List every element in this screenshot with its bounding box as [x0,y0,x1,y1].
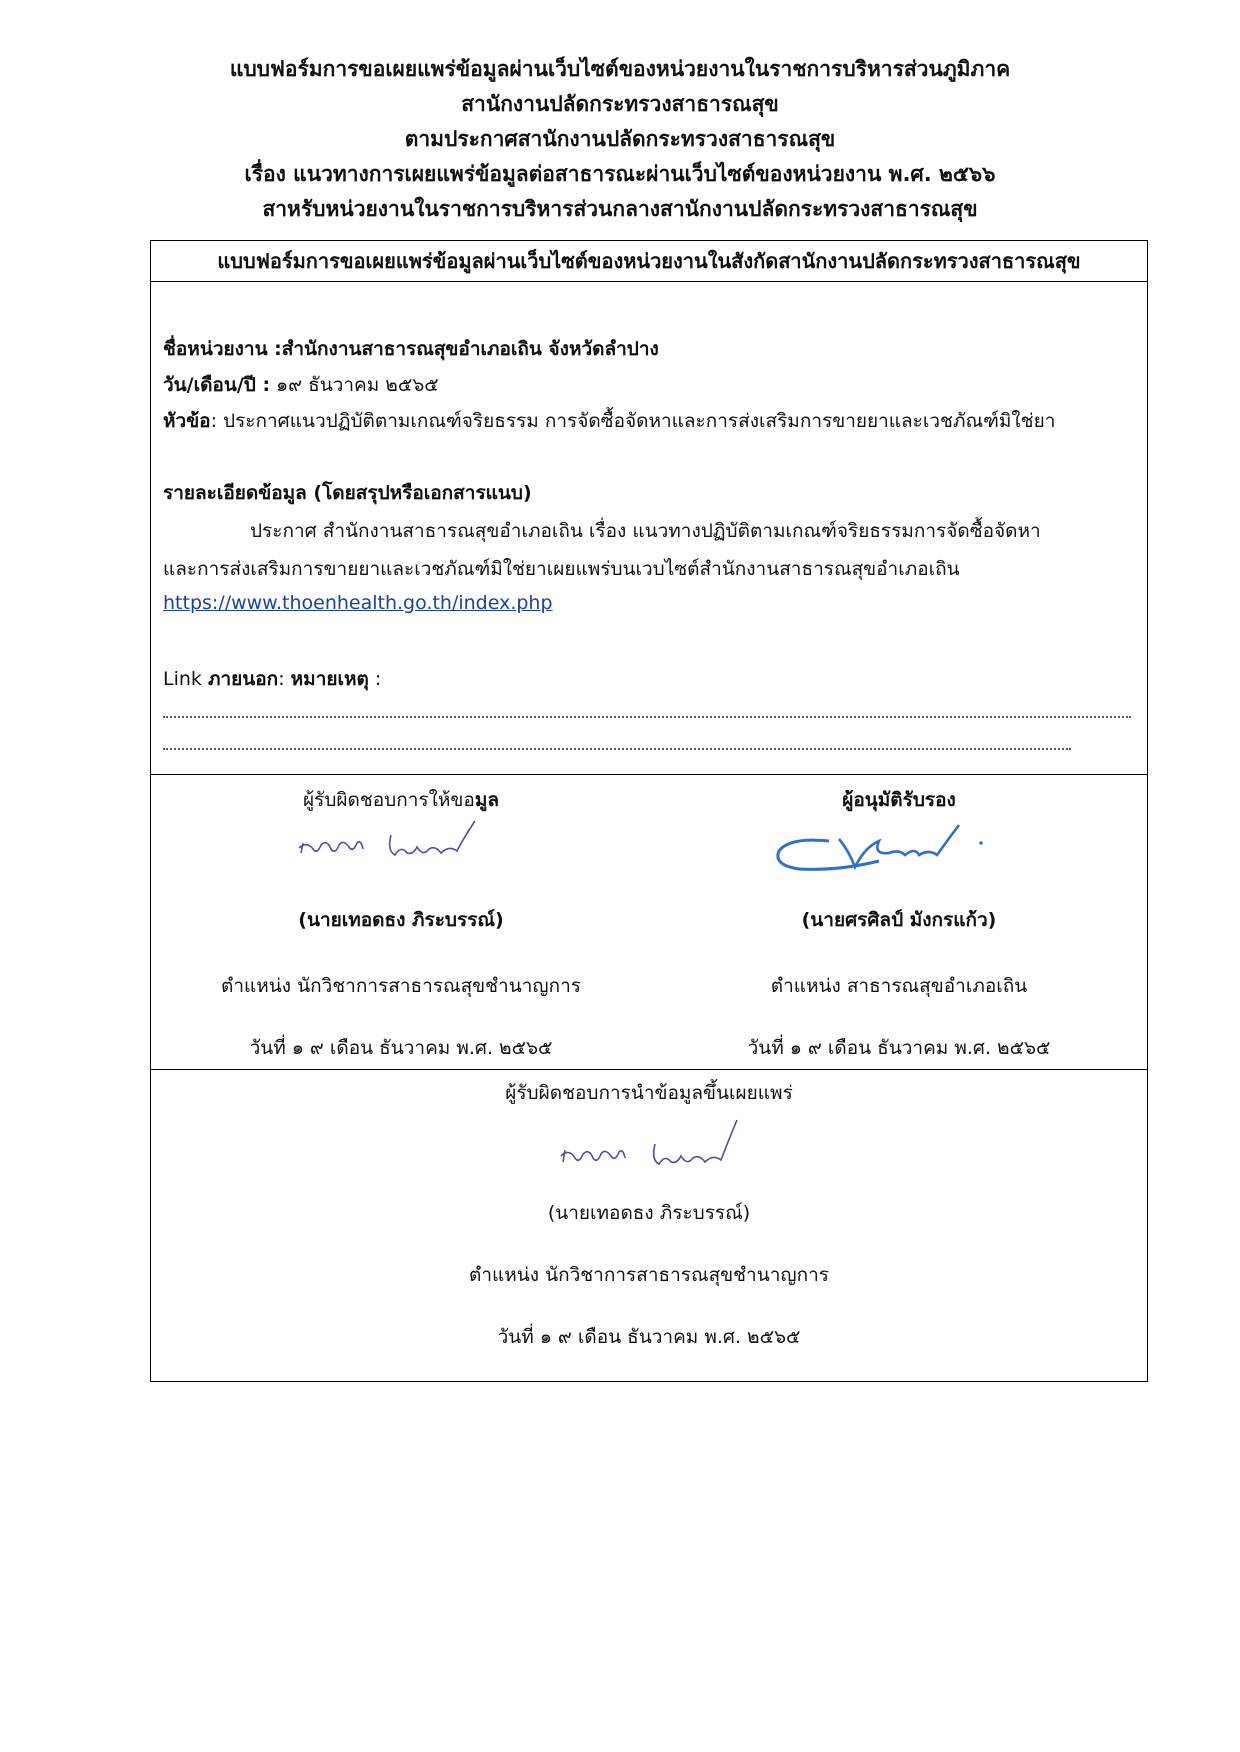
provider-position: ตำแหน่ง นักวิชาการสาธารณสุขชำนาญการ [221,975,581,997]
link-label-c: : [278,668,291,690]
document-header [0,52,1240,227]
agency-label: ชื่อหน่วยงาน : [163,338,282,360]
publisher-position: ตำแหน่ง นักวิชาการสาธารณสุขชำนาญการ [469,1264,829,1286]
approver-date: วันที่ ๑ ๙ เดือน ธันวาคม พ.ศ. ๒๕๖๕ [747,1037,1051,1059]
details-link-row [163,592,553,614]
publisher-date: วันที่ ๑ ๙ เดือน ธันวาคม พ.ศ. ๒๕๖๕ [497,1326,801,1348]
details-section [151,282,1147,775]
link-label-b: ภายนอก [207,668,279,690]
date-label: วัน/เดือน/ปี : [163,374,271,396]
remark-dotted-line-2 [163,748,1071,750]
approver-signature-image [769,811,1009,891]
agency-row [163,334,659,364]
header-line-5: สาหรับหน่วยงานในราชการบริหารส่วนกลางสานักงานปลัดกระทรวงสาธารณสุข [262,197,978,221]
provider-signature-image [291,815,491,875]
publisher-signature-image [551,1114,751,1184]
remark-dotted-line-1 [163,716,1131,718]
provider-date: วันที่ ๑ ๙ เดือน ธันวาคม พ.ศ. ๒๕๖๕ [249,1037,553,1059]
agency-value: สำนักงานสาธารณสุขอำเภอเถิน จังหวัดลำปาง [281,338,659,360]
header-line-1: แบบฟอร์มการขอเผยแพร่ข้อมูลผ่านเว็บไซต์ของหน่วยงานในราชการบริหารส่วนภูมิภาค [229,57,1011,81]
details-heading: รายละเอียดข้อมูล (โดยสรุปหรือเอกสารแนบ) [163,482,532,504]
details-link[interactable]: https://www.thoenhealth.go.th/index.php [163,592,553,614]
remark-colon: : [368,668,382,690]
publisher-signature-block [151,1070,1147,1382]
form-title: แบบฟอร์มการขอเผยแพร่ข้อมูลผ่านเว็บไซต์ของหน่วยงานในสังกัดสานักงานปลัดกระทรวงสาธารณสุข [151,241,1147,282]
link-label-a: Link [163,668,208,690]
approver-name: (นายศรศิลป์ มังกรแก้ว) [801,909,997,931]
header-line-4: เรื่อง แนวทางการเผยแพร่ข้อมูลต่อสาธารณะผ่านเว็บไซต์ของหน่วยงาน พ.ศ. ๒๕๖๖ [244,162,996,186]
publisher-role: ผู้รับผิดชอบการนำข้อมูลขึ้นเผยแพร่ [505,1082,793,1104]
header-line-3: ตามประกาศสานักงานปลัดกระทรวงสาธารณสุข [404,127,836,151]
topic-label: หัวข้อ [163,410,211,432]
provider-role [151,785,651,815]
request-form [150,240,1148,1382]
details-line-2: และการส่งเสริมการขายยาและเวชภัณฑ์มิใช่ยาเผยแพร่บนเวบไซต์สำนักงานสาธารณสุขอำเภอเถิน [163,558,960,580]
provider-role-b: มูล [474,789,499,811]
header-line-2: สานักงานปลัดกระทรวงสาธารณสุข [461,92,779,116]
topic-colon: : [210,410,217,432]
approver-signature-block [651,775,1147,1069]
date-row [163,370,439,400]
remark-label: หมายเหตุ [290,668,369,690]
topic-value: ประกาศแนวปฏิบัติตามเกณฑ์จริยธรรม การจัดซื้อจัดหาและการส่งเสริมการขายยาและเวชภัณฑ์มิใช่ยา [217,410,1056,432]
provider-name: (นายเทอดธง ภิระบรรณ์) [298,909,504,931]
provider-role-a: ผู้รับผิดชอบการให้ขอ [303,789,475,811]
signature-section [151,775,1147,1070]
provider-signature-block [151,775,651,1069]
topic-row [163,406,1055,436]
details-line-1: ประกาศ สำนักงานสาธารณสุขอำเภอเถิน เรื่อง แนวทางปฏิบัติตามเกณฑ์จริยธรรมการจัดซื้อจัดหา [250,520,1041,542]
approver-role: ผู้อนุมัติรับรอง [842,789,956,811]
date-value: ๑๙ ธันวาคม ๒๕๖๕ [270,374,439,396]
link-remark-row [163,664,381,694]
approver-position: ตำแหน่ง สาธารณสุขอำเภอเถิน [770,975,1028,997]
publisher-name: (นายเทอดธง ภิระบรรณ์) [547,1202,751,1224]
